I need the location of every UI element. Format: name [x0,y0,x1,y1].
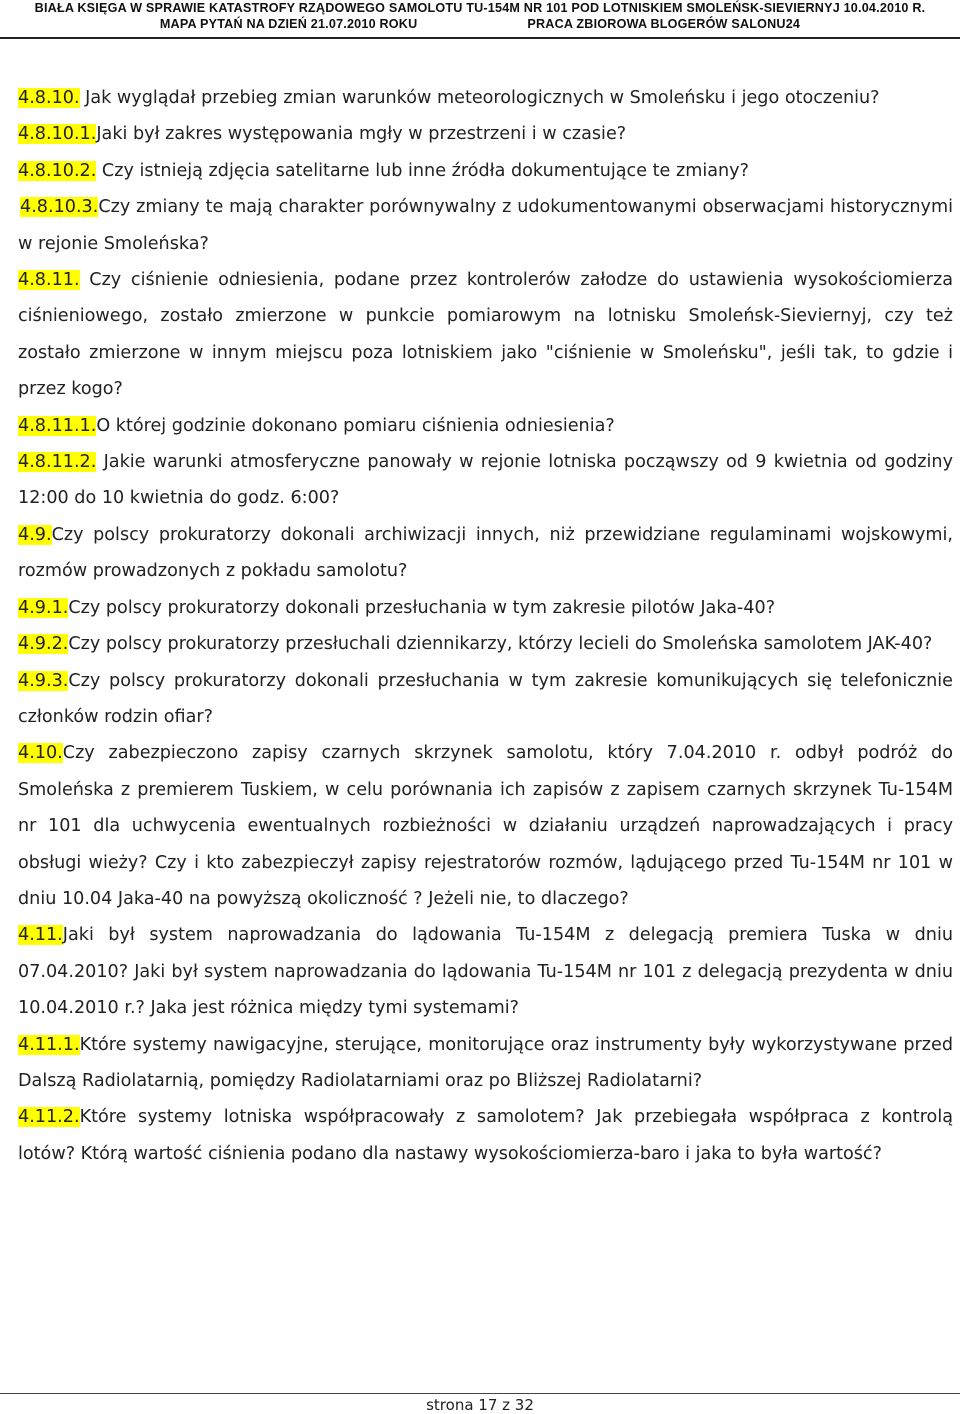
question-number: 4.8.11. [18,270,80,291]
question-number: 4.8.11.2. [18,452,97,473]
page-footer [0,1393,960,1413]
question-text: Czy zmiany te mają charakter porównywalny z udokumentowanymi obserwacjami historycznymi w rejonie Smoleńska? [18,197,953,254]
question-4-9-1 [18,590,953,626]
question-number: 4.11.2. [18,1107,80,1128]
header-date-label: MAPA PYTAŃ NA DZIEŃ 21.07.2010 ROKU [159,17,418,31]
question-4-9 [18,517,953,590]
question-number: 4.8.10.2. [18,160,97,181]
question-4-8-10 [18,80,953,116]
header-subtitle [0,16,960,32]
question-text: Czy polscy prokuratorzy dokonali przesłuchania w tym zakresie komunikujących się telefonicznie członków rodzin ofiar? [18,670,953,727]
question-text: Które systemy lotniska współpracowały z samolotem? Jak przebiegała współpraca z kontrolą lotów? Którą wartość ciśnienia podano dla nastawy wysokościomierza-baro i jaka to była wartość? [18,1107,953,1164]
question-text: Czy polscy prokuratorzy dokonali archiwizacji innych, niż przewidziane regulaminami wojskowymi, rozmów prowadzonych z pokładu samolotu? [18,524,953,582]
question-number: 4.11. [18,925,63,946]
question-text: Czy polscy prokuratorzy dokonali przesłuchania w tym zakresie pilotów Jaka-40? [68,597,776,618]
question-4-9-2 [18,626,953,662]
question-4-11-1 [18,1027,953,1100]
header-divider [0,37,960,39]
question-number: 4.11.1. [18,1034,80,1055]
question-4-8-11-2 [18,444,953,517]
question-4-8-10-3 [18,189,953,262]
question-text: Czy polscy prokuratorzy przesłuchali dziennikarzy, którzy lecieli do Smoleńska samolotem JAK-40? [68,634,933,655]
question-number: 4.9. [18,524,52,545]
question-number: 4.8.10. [18,88,80,108]
question-text: Jaki był zakres występowania mgły w przestrzeni i w czasie? [96,124,627,145]
question-text: Które systemy nawigacyjne, sterujące, monitorujące oraz instrumenty były wykorzystywane przed Dalszą Radiolatarnią, pomiędzy Radiolatarniami oraz po Bliższej Radiolatarni? [18,1034,953,1091]
question-4-8-10-1 [18,116,953,152]
question-4-8-11 [18,262,953,408]
question-text: Jak wyglądał przebieg zmian warunków meteorologicznych w Smoleńsku i jego otoczeniu? [79,88,880,108]
question-4-10 [18,735,953,917]
question-4-9-3 [18,663,953,736]
question-text: Czy ciśnienie odniesienia, podane przez kontrolerów załodze do ustawienia wysokościomierza ciśnieniowego, zostało zmierzone w punkcie pomiarowym na lotnisku Smoleńsk-Sieviernyj, czy też zostało zmierzone w innym miejscu poza lotniskiem jako "ciśnienie w Smoleńsku", jeśli tak, to gdzie i przez kogo? [18,270,953,400]
question-4-11-2 [18,1099,953,1172]
question-text: Czy istnieją zdjęcia satelitarne lub inne źródła dokumentujące te zmiany? [96,160,749,181]
document-header [0,0,960,37]
header-authors-label: PRACA ZBIOROWA BLOGERÓW SALONU24 [527,17,801,31]
question-number: 4.9.2. [18,634,69,655]
question-number: 4.9.1. [18,597,69,618]
question-4-8-11-1 [18,408,953,444]
question-4-8-10-2 [18,153,953,189]
question-text: Jakie warunki atmosferyczne panowały w rejonie lotniska począwszy od 9 kwietnia od godziny 12:00 do 10 kwietnia do godz. 6:00? [18,452,953,509]
question-4-11 [18,917,953,1026]
question-number: 4.8.10.3. [20,197,99,218]
question-number: 4.8.10.1. [18,124,97,145]
question-number: 4.10. [18,743,63,764]
question-number: 4.9.3. [18,670,69,691]
footer-divider [0,1393,960,1394]
question-list [18,80,953,1172]
question-text: Jaki był system naprowadzania do lądowania Tu-154M z delegacją premiera Tuska w dniu 07.04.2010? Jaki był system naprowadzania do lądowania Tu-154M nr 101 z delegacją prezydenta w dniu 10.04.2010 r.? Jaka jest różnica między tymi systemami? [18,925,953,1019]
header-title: BIAŁA KSIĘGA W SPRAWIE KATASTROFY RZĄDOWEGO SAMOLOTU TU-154M NR 101 POD LOTNISKIEM SMOLEŃSK-SIEVIERNYJ 10.04.2010 R. [34,1,926,15]
question-text: O której godzinie dokonano pomiaru ciśnienia odniesienia? [96,415,615,436]
question-number: 4.8.11.1. [18,415,97,436]
page-number: strona 17 z 32 [426,1396,534,1414]
question-text: Czy zabezpieczono zapisy czarnych skrzynek samolotu, który 7.04.2010 r. odbył podróż do Smoleńska z premierem Tuskiem, w celu porównania ich zapisów z zapisem czarnych skrzynek Tu-154M nr 101 dla uchwycenia ewentualnych rozbieżności w działaniu urządzeń naprowadzających i pracy obsługi wieży? Czy i kto zabezpieczył zapisy rejestratorów rozmów, lądującego przed Tu-154M nr 101 w dniu 10.04 Jaka-40 na powyższą okoliczność ? Jeżeli nie, to dlaczego? [18,743,953,909]
